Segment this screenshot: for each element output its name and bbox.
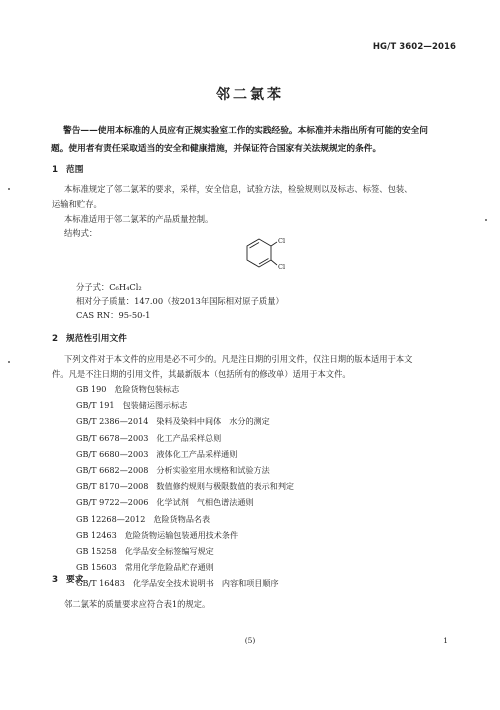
scan-speck bbox=[8, 188, 10, 190]
section-2-intro bbox=[52, 352, 474, 382]
section-2-intro-line-2: 件。凡是不注日期的引用文件，其最新版本（包括所有的修改单）适用于本文件。 bbox=[52, 369, 351, 379]
substituent-label-1: Cl bbox=[278, 237, 286, 245]
section-1-para-2: 本标准适用于邻二氯苯的产品质量控制。 bbox=[64, 214, 214, 224]
reference-item: GB 15258 化学品安全标签编写规定 bbox=[76, 546, 214, 557]
reference-list bbox=[76, 381, 294, 592]
section-1-title: 范围 bbox=[66, 165, 84, 175]
reference-item: GB 15603 常用化学危险品贮存通则 bbox=[76, 562, 214, 573]
reference-item: GB/T 9722—2006 化学试剂 气相色谱法通则 bbox=[76, 497, 254, 508]
reference-item: GB/T 6678—2003 化工产品采样总则 bbox=[76, 432, 222, 443]
structure-label: 结构式： bbox=[64, 228, 98, 238]
scan-speck bbox=[485, 219, 487, 221]
reference-item: GB/T 2386—2014 染料及染料中间体 水分的测定 bbox=[76, 416, 270, 427]
reference-item: GB/T 6680—2003 液体化工产品采样通则 bbox=[76, 448, 238, 459]
scan-speck bbox=[8, 361, 10, 363]
warning-line-1: 警告——使用本标准的人员应有正规实验室工作的实践经验。本标准并未指出所有可能的安全问 bbox=[63, 126, 428, 136]
reference-item: GB/T 191 包装储运图示标志 bbox=[76, 400, 188, 411]
substituent-label-2: Cl bbox=[278, 263, 286, 271]
molecular-mass: 相对分子质量：147.00（按2013年国际相对原子质量） bbox=[76, 296, 284, 306]
section-1-para-1 bbox=[52, 182, 464, 212]
page-title: 邻二氯苯 bbox=[216, 87, 284, 103]
section-3-para: 邻二氯苯的质量要求应符合表1的规定。 bbox=[64, 599, 211, 609]
reference-item: GB 12463 危险货物运输包装通用技术条件 bbox=[76, 529, 239, 540]
standard-code: HG/T 3602—2016 bbox=[372, 42, 456, 52]
section-2-heading bbox=[52, 332, 127, 344]
reference-item: GB 190 危险货物包装标志 bbox=[76, 384, 180, 394]
section-1-number: 1 bbox=[52, 165, 59, 175]
reference-item: GB/T 8170—2008 数值修约规则与极限数值的表示和判定 bbox=[76, 481, 295, 492]
section-1-heading bbox=[52, 163, 83, 175]
section-1-para-1-line-2: 运输和贮存。 bbox=[52, 199, 102, 209]
warning-paragraph bbox=[51, 122, 463, 158]
structural-formula-image bbox=[232, 232, 292, 282]
section-2-title: 规范性引用文件 bbox=[66, 334, 127, 344]
footer-center-mark: (5) bbox=[244, 636, 256, 645]
cas-number: CAS RN：95-50-1 bbox=[76, 310, 151, 320]
section-3-title: 要求 bbox=[66, 575, 84, 585]
section-2-number: 2 bbox=[52, 334, 59, 344]
reference-item: GB/T 6682—2008 分析实验室用水规格和试验方法 bbox=[76, 465, 270, 476]
reference-item: GB/T 16483 化学品安全技术说明书 内容和项目顺序 bbox=[76, 578, 279, 589]
page-number: 1 bbox=[443, 636, 448, 645]
section-2-intro-line-1: 下列文件对于本文件的应用是必不可少的。凡是注日期的引用文件，仅注日期的版本适用于本文 bbox=[64, 354, 413, 364]
section-3-heading bbox=[52, 573, 83, 585]
section-3-number: 3 bbox=[52, 575, 59, 585]
section-1-para-1-line-1: 本标准规定了邻二氯苯的要求，采样，安全信息，试验方法，检验规则以及标志、标签、包装、 bbox=[64, 184, 413, 194]
molecular-formula: 分子式：C₆H₄Cl₂ bbox=[76, 282, 142, 292]
warning-line-2: 题。使用者有责任采取适当的安全和健康措施，并保证符合国家有关法规规定的条件。 bbox=[51, 144, 382, 154]
reference-item: GB 12268—2012 危险货物品名表 bbox=[76, 513, 211, 524]
